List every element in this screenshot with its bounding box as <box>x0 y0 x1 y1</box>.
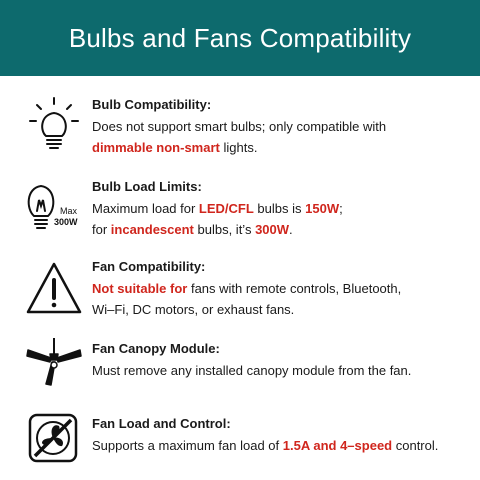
highlight-run: dimmable non-smart <box>92 140 220 155</box>
text-run: Wi–Fi, DC motors, or exhaust fans. <box>92 302 295 317</box>
section-text <box>92 340 472 381</box>
text-run: Does not support smart bulbs; only compatible with <box>92 119 387 134</box>
text-run: fans with remote controls, Bluetooth, <box>187 281 402 296</box>
highlight-run: Not suitable for <box>92 281 188 296</box>
text-run: for <box>92 222 111 237</box>
section-text <box>92 415 472 456</box>
section-title: Fan Load and Control: <box>92 416 231 431</box>
body-line <box>92 137 472 158</box>
bulb-max-label: Max <box>60 206 78 216</box>
text-run: bulbs is <box>253 201 306 216</box>
page-header <box>0 0 480 76</box>
body-line <box>92 360 472 381</box>
bulb-max-watt: 300W <box>54 217 78 227</box>
lightbulb-glow-icon <box>24 96 84 156</box>
body-line <box>92 278 472 299</box>
text-run: lights. <box>219 140 258 155</box>
highlight-run: LED/CFL <box>198 201 254 216</box>
bulb-max-icon <box>24 178 84 238</box>
section-body <box>92 116 472 158</box>
section-body <box>92 278 472 320</box>
section-body <box>92 198 472 240</box>
text-run: . <box>289 222 293 237</box>
text-run: Supports a maximum fan load of <box>92 438 283 453</box>
ceiling-fan-icon <box>24 334 84 394</box>
text-run: ; <box>339 201 343 216</box>
body-line <box>92 198 472 219</box>
fan-box-icon <box>24 411 84 471</box>
text-run: control. <box>392 438 439 453</box>
section-text <box>92 178 472 240</box>
highlight-run: 150W <box>305 201 340 216</box>
page-title: Bulbs and Fans Compatibility <box>68 22 412 53</box>
body-line <box>92 299 472 320</box>
section-title: Fan Canopy Module: <box>92 341 220 356</box>
section-body <box>92 435 472 456</box>
section-text <box>92 96 472 158</box>
section-title: Bulb Load Limits: <box>92 179 202 194</box>
text-run: Maximum load for <box>92 201 199 216</box>
highlight-run: 1.5A and 4–speed <box>282 438 393 453</box>
highlight-run: incandescent <box>110 222 194 237</box>
body-line <box>92 219 472 240</box>
section-title: Fan Compatibility: <box>92 259 206 274</box>
section-body <box>92 360 472 381</box>
body-line <box>92 116 472 137</box>
text-run: Must remove any installed canopy module from the fan. <box>92 363 412 378</box>
highlight-run: 300W <box>255 222 290 237</box>
body-line <box>92 435 472 456</box>
warning-triangle-icon <box>24 260 84 320</box>
text-run: bulbs, it’s <box>193 222 256 237</box>
section-text <box>92 258 472 320</box>
section-title: Bulb Compatibility: <box>92 97 212 112</box>
